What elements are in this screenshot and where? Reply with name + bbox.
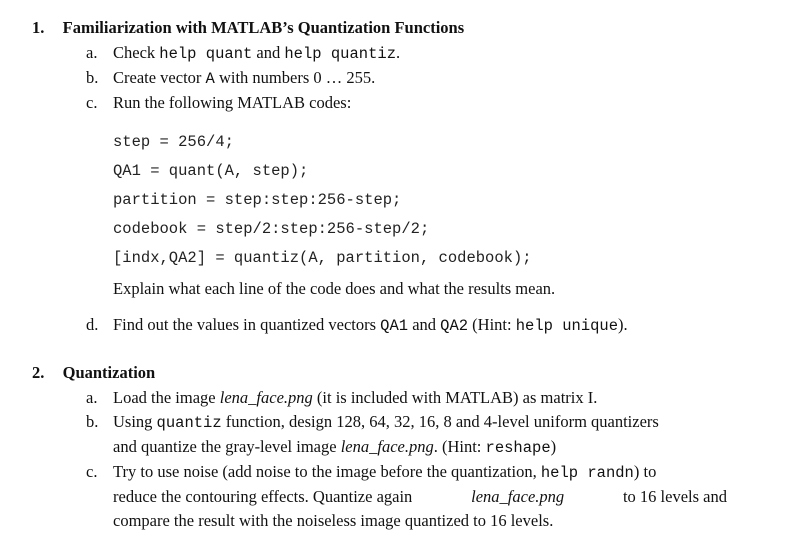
filename: lena_face.png: [219, 388, 313, 407]
item-1c-text: Run the following MATLAB codes:: [113, 93, 352, 112]
text: . (Hint:: [433, 437, 486, 456]
item-2c-line-1: [113, 462, 656, 482]
filename: lena_face.png: [340, 437, 434, 456]
item-2b: [86, 412, 98, 432]
inline-code: help randn: [540, 464, 634, 482]
item-2a: [86, 388, 97, 408]
inline-code: A: [205, 70, 215, 88]
text: reduce the contouring effects. Quantize again: [113, 487, 417, 506]
text: (it is included with MATLAB) as matrix I.: [312, 388, 598, 407]
item-1a: [86, 43, 97, 63]
item-2c-label: c.: [86, 462, 98, 481]
inline-code: help quantiz: [284, 45, 396, 63]
item-2c-line-2: [113, 487, 727, 507]
item-2b-line-1: [113, 412, 659, 432]
item-1b: [86, 68, 98, 88]
item-2b-label: b.: [86, 412, 99, 431]
text: Create vector: [113, 68, 206, 87]
code-line-1: step = 256/4;: [113, 133, 234, 151]
item-1b-label: b.: [86, 68, 99, 87]
text: Check: [113, 43, 160, 62]
text: Find out the values in quantized vectors: [113, 315, 381, 334]
explain-text: Explain what each line of the code does and what the results mean.: [113, 279, 556, 298]
text: Using: [113, 412, 157, 431]
item-2c: [86, 462, 97, 482]
inline-code: reshape: [485, 439, 551, 457]
item-2a-text: [113, 388, 597, 408]
item-1d: [86, 315, 98, 335]
text: and quantize the gray-level image: [113, 437, 341, 456]
text: .: [396, 43, 401, 62]
inline-code: QA1: [380, 317, 409, 335]
text: function, design 128, 64, 32, 16, 8 and 4-level uniform quantizers: [221, 412, 659, 431]
code-line-4: codebook = step/2:step:256-step/2;: [113, 220, 430, 238]
text: Try to use noise (add noise to the image before the quantization,: [113, 462, 541, 481]
text: with numbers 0 … 255.: [214, 68, 376, 87]
code-line-5: [indx,QA2] = quantiz(A, partition, codebook);: [113, 249, 532, 267]
code-line-3: partition = step:step:256-step;: [113, 191, 402, 209]
item-1d-text: [113, 315, 628, 335]
text: ).: [618, 315, 628, 334]
inline-code: quantiz: [156, 414, 222, 432]
text: and: [252, 43, 285, 62]
item-1c-label: c.: [86, 93, 98, 112]
item-1d-label: d.: [86, 315, 99, 334]
section-1-number: 1.: [32, 18, 45, 37]
section-2-title: Quantization: [62, 363, 156, 382]
code-line-2: QA1 = quant(A, step);: [113, 162, 309, 180]
text: ) to: [633, 462, 657, 481]
text: (Hint:: [468, 315, 516, 334]
section-2-heading: [32, 363, 155, 383]
section-1-title: Familiarization with MATLAB’s Quantization Functions: [62, 18, 465, 37]
item-1b-text: [113, 68, 375, 88]
item-2a-label: a.: [86, 388, 98, 407]
inline-code: help unique: [515, 317, 619, 335]
text: ): [550, 437, 557, 456]
text: Load the image: [113, 388, 220, 407]
section-1-heading: [32, 18, 464, 38]
item-1a-text: [113, 43, 400, 63]
item-1a-label: a.: [86, 43, 98, 62]
inline-code: QA2: [440, 317, 469, 335]
item-1c: [86, 93, 97, 113]
item-2c-line-3: compare the result with the noiseless image quantized to 16 levels.: [113, 511, 554, 530]
inline-code: help quant: [159, 45, 253, 63]
text: and: [408, 315, 441, 334]
section-2-number: 2.: [32, 363, 45, 382]
item-2b-line-2: [113, 437, 556, 457]
filename: lena_face.png: [471, 487, 565, 506]
text: to 16 levels and: [618, 487, 727, 506]
